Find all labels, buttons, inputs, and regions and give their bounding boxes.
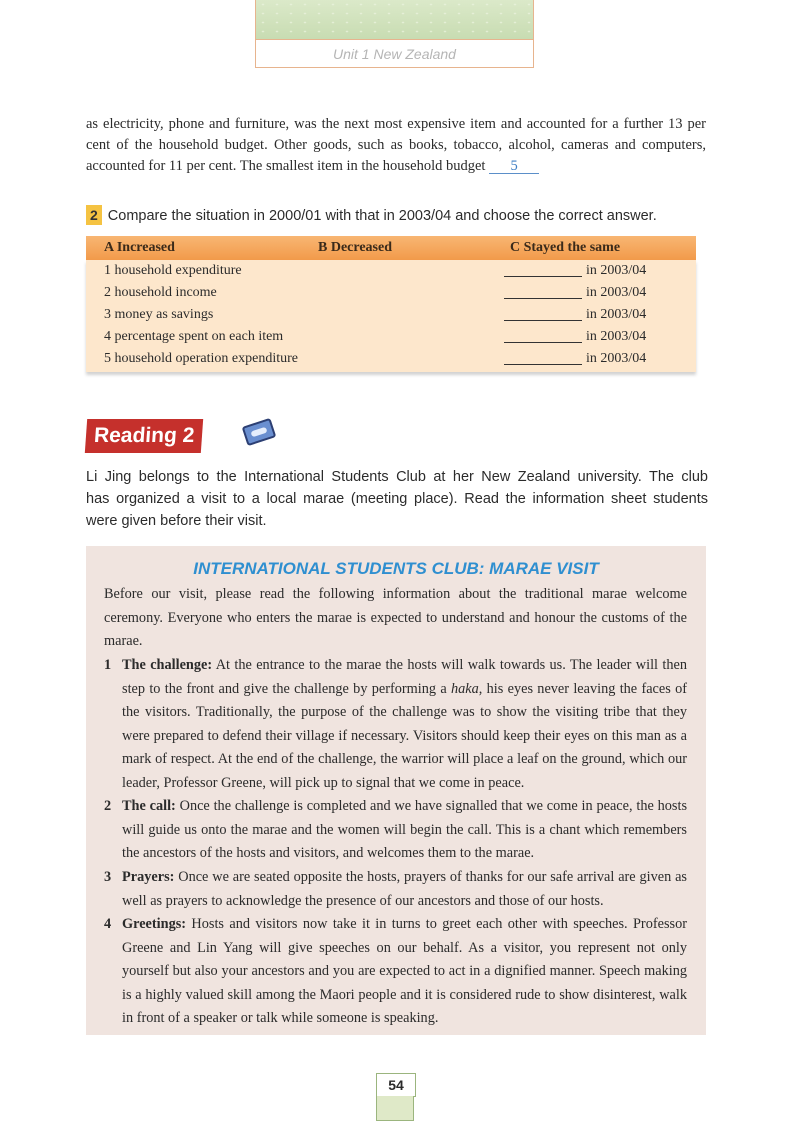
item-heading: Prayers:: [122, 869, 175, 885]
info-sheet-title: INTERNATIONAL STUDENTS CLUB: MARAE VISIT: [193, 559, 599, 578]
table-row: [86, 260, 696, 282]
item-text-end: , his eyes never leaving the faces of the visitors. Traditionally, the purpose of the challenge was to show the visiting tribe that they were prepared to defend their village if necessary. Visitors should keep their eyes on this man as a mark of respect. At the end of the challenge, the warrior will place a leaf on the ground, which our leader, Professor Greene, will pick up to signal that we come in peace.: [122, 680, 687, 791]
reading-title: Reading 2: [85, 419, 204, 453]
row-suffix: in 2003/04: [586, 285, 647, 300]
top-line-1: as electricity, phone and furniture, was the next most expensive item and accounted for a further 13 per: [86, 116, 706, 132]
answer-blank[interactable]: 5: [489, 159, 539, 174]
top-line-2: cent of the household budget. Other goods, such as books, tobacco, alcohol, cameras and computers,: [86, 137, 706, 153]
answer-line[interactable]: [504, 342, 582, 343]
row-label: 4 percentage spent on each item: [104, 329, 284, 344]
item-number: 4: [104, 916, 112, 932]
table-row: [86, 326, 696, 348]
row-label: 1 household expenditure: [104, 263, 242, 278]
row-suffix: in 2003/04: [586, 263, 647, 278]
header-decreased: B Decreased: [318, 240, 392, 255]
item-emphasis: haka: [450, 680, 479, 697]
top-line-3-text: accounted for 11 per cent. The smallest item in the household budget: [86, 158, 486, 174]
item-challenge: [122, 654, 687, 795]
answer-line[interactable]: [504, 276, 582, 277]
intro-line-2: has organized a visit to a local marae (meeting place). Read the information sheet students: [86, 491, 708, 507]
item-text: Once we are seated opposite the hosts, prayers of thanks for our safe arrival are given as well as prayers to acknowledge the presence of our ancestors and those of our hosts.: [122, 869, 687, 909]
cassette-icon[interactable]: [242, 418, 277, 446]
item-number: 2: [104, 798, 112, 814]
item-text: Once the challenge is completed and we have signalled that we come in peace, the hosts will guide us onto the marae and the women will begin the call. This is a chant which remembers the ancestors of the hosts and visitors, and welcomes them to the marae.: [122, 798, 688, 861]
row-label: 2 household income: [104, 285, 217, 300]
row-suffix: in 2003/04: [586, 329, 647, 344]
unit-header: [255, 0, 534, 68]
item-call: [122, 795, 687, 866]
answer-line[interactable]: [504, 298, 582, 299]
intro-line-1: Li Jing belongs to the International Students Club at her New Zealand university. The club: [86, 469, 708, 485]
answer-table: [86, 236, 696, 374]
info-sheet-intro: Before our visit, please read the following information about the traditional marae welcome ceremony. Everyone who enters the marae is expected to understand and honour the customs of the marae.: [104, 586, 687, 649]
intro-line-3: were given before their visit.: [86, 513, 267, 529]
item-prayers: [122, 866, 687, 913]
reading-intro: [86, 466, 708, 532]
row-suffix: in 2003/04: [586, 307, 647, 322]
item-heading: The challenge:: [122, 657, 213, 673]
info-sheet: [86, 546, 706, 1035]
item-heading: Greetings:: [122, 916, 187, 932]
row-label: 3 money as savings: [104, 307, 214, 322]
item-number: 1: [104, 657, 112, 673]
table-row: [86, 304, 696, 326]
table-header: [86, 236, 696, 260]
unit-label: Unit 1 New Zealand: [255, 40, 534, 68]
table-body: [86, 260, 696, 372]
item-greetings: [122, 913, 687, 1031]
item-number: 3: [104, 869, 112, 885]
header-increased: A Increased: [104, 240, 175, 255]
page-number: 54: [376, 1073, 416, 1097]
question-2: [86, 205, 726, 226]
table-row: [86, 282, 696, 304]
answer-line[interactable]: [504, 320, 582, 321]
answer-line[interactable]: [504, 364, 582, 365]
row-label: 5 household operation expenditure: [104, 351, 299, 366]
top-line-3: [86, 156, 706, 177]
header-same: C Stayed the same: [510, 240, 621, 255]
page-tab: [376, 1096, 414, 1121]
header-image: [255, 0, 534, 40]
item-text: At the entrance to the marae the hosts will walk towards us. The leader will then step to the front and give the challenge by performing a: [122, 657, 687, 697]
question-number: 2: [86, 205, 102, 225]
item-text: Hosts and visitors now take it in turns to greet each other with speeches. Professor Greene and Lin Yang will give speeches on our behalf. As a visitor, you represent not only yourself but also your ancestors and you are expected to act in a dignified manner. Speech making is a highly valued skill among the Maori people and it is considered rude to show disinterest, walk in front of a speaker or talk while someone is speaking.: [122, 916, 687, 1026]
question-text: Compare the situation in 2000/01 with that in 2003/04 and choose the correct answer.: [107, 208, 657, 224]
top-paragraph: [86, 114, 706, 177]
row-suffix: in 2003/04: [586, 351, 647, 366]
item-heading: The call:: [122, 798, 176, 814]
table-row: [86, 348, 696, 370]
